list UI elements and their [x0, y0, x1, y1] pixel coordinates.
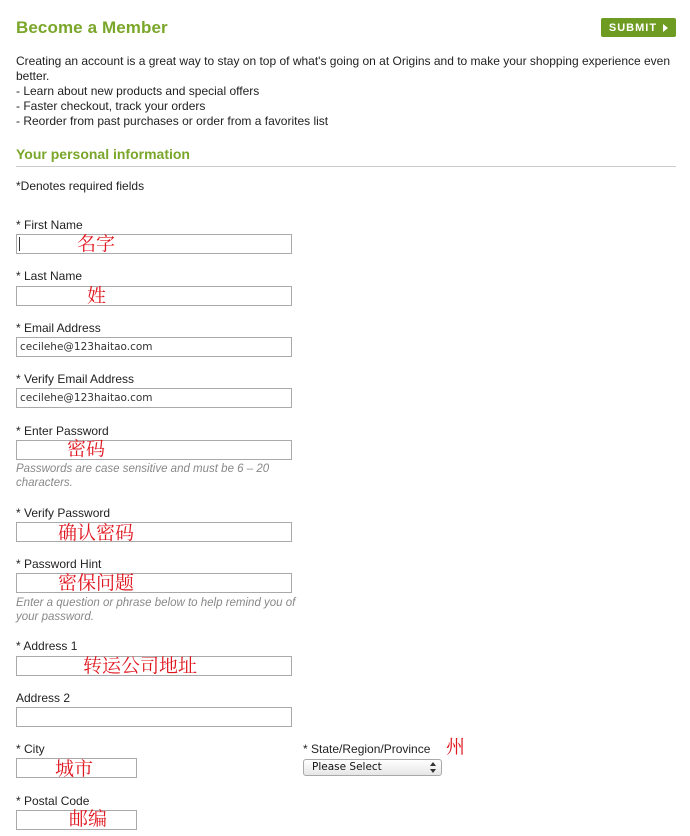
last-name-annotation: 姓	[87, 285, 107, 307]
password-note: Passwords are case sensitive and must be 6 – 20 characters.	[16, 463, 270, 489]
address1-annotation: 转运公司地址	[83, 655, 198, 677]
state-annotation: 州	[446, 736, 466, 758]
password-hint-annotation: 密保问题	[58, 572, 135, 594]
email-label: * Email Address	[16, 321, 101, 335]
text-cursor	[19, 237, 20, 251]
arrow-right-icon	[663, 24, 668, 32]
section-title: Your personal information	[16, 146, 190, 162]
last-name-label: * Last Name	[16, 269, 83, 283]
state-label: * State/Region/Province	[303, 742, 431, 756]
intro-benefit: - Faster checkout, track your orders	[16, 99, 206, 113]
postal-code-annotation: 邮编	[69, 808, 108, 830]
first-name-annotation: 名字	[77, 233, 116, 255]
submit-button[interactable]	[601, 18, 676, 37]
first-name-label: * First Name	[16, 218, 83, 232]
verify-email-label: * Verify Email Address	[16, 372, 135, 386]
address2-input[interactable]	[16, 707, 292, 727]
page-title: Become a Member	[16, 18, 168, 37]
verify-password-label: * Verify Password	[16, 506, 111, 520]
intro-benefit: - Reorder from past purchases or order from a favorites list	[16, 114, 329, 128]
state-select[interactable]	[303, 759, 442, 776]
city-annotation: 城市	[55, 758, 94, 780]
city-label: * City	[16, 742, 45, 756]
address2-label: Address 2	[16, 691, 71, 705]
password-hint-note: Enter a question or phrase below to help remind you of your password.	[16, 597, 296, 623]
intro-line: Creating an account is a great way to stay on top of what's going on at Origins and to make your shopping experience even better.	[16, 54, 671, 83]
password-annotation: 密码	[67, 438, 106, 460]
section-divider	[16, 166, 676, 167]
required-note: *Denotes required fields	[16, 179, 145, 193]
address1-label: * Address 1	[16, 639, 78, 653]
password-hint-label: * Password Hint	[16, 557, 102, 571]
state-selected-value: Please Select	[312, 761, 382, 773]
submit-label: SUBMIT	[608, 21, 658, 34]
select-arrows-icon	[430, 762, 436, 773]
password-label: * Enter Password	[16, 424, 109, 438]
password-input[interactable]	[16, 440, 292, 460]
verify-password-annotation: 确认密码	[58, 522, 135, 544]
intro-text	[16, 54, 676, 129]
intro-benefit: - Learn about new products and special offers	[16, 84, 260, 98]
first-name-input[interactable]	[16, 234, 292, 254]
email-input[interactable]: cecilehe@123haitao.com	[16, 337, 292, 357]
verify-email-input[interactable]: cecilehe@123haitao.com	[16, 388, 292, 408]
last-name-input[interactable]	[16, 286, 292, 306]
postal-code-label: * Postal Code	[16, 794, 90, 808]
